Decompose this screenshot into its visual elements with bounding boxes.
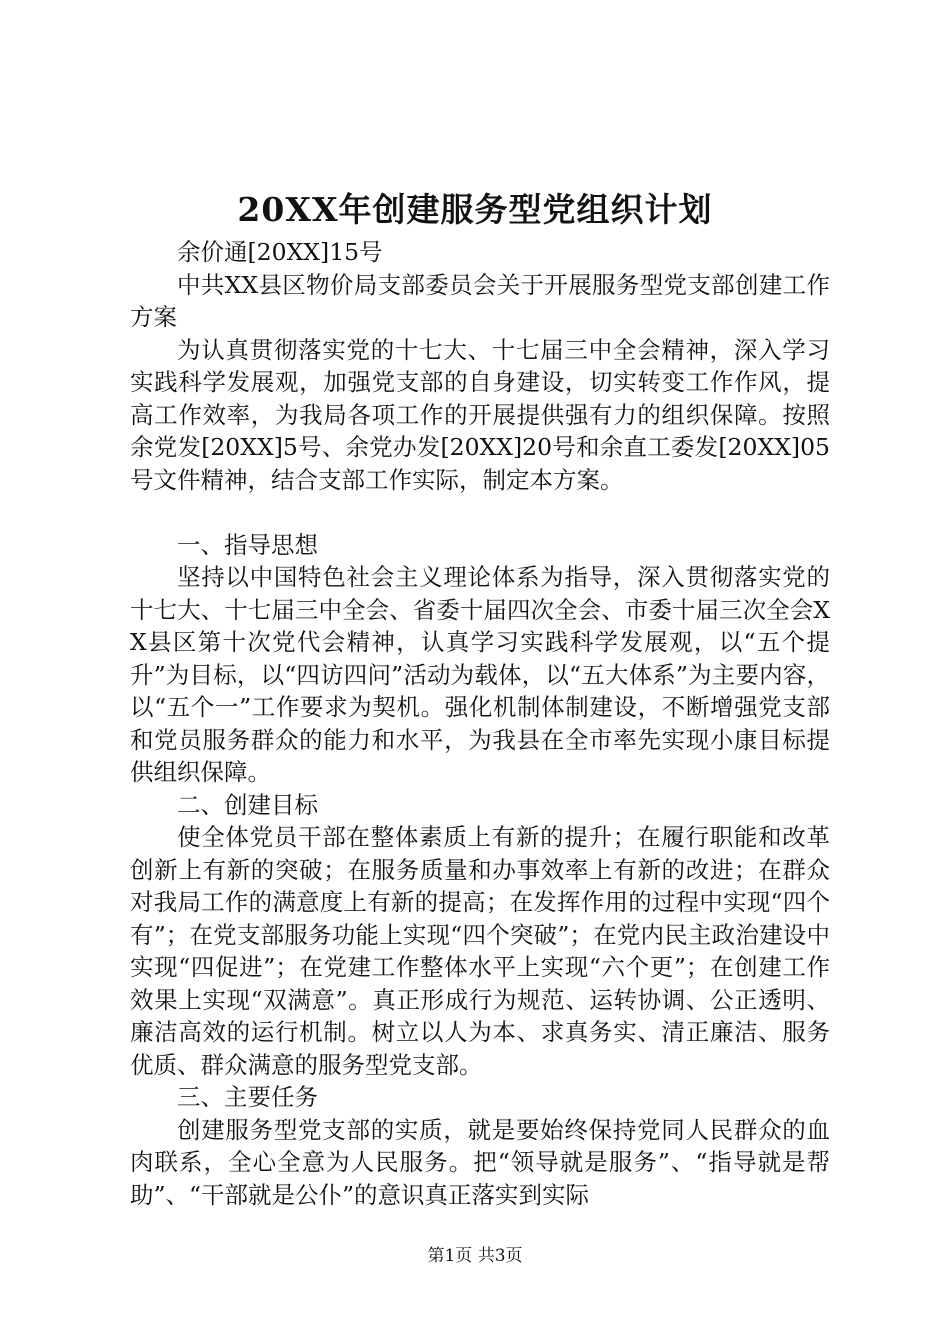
guiding-thought-paragraph: 坚持以中国特色社会主义理论体系为指导，深入贯彻落实党的十七大、十七届三中全会、省委十届四次全会、市委十届三次全会XX县区第十次党代会精神，认真学习实践科学发展观，以“五个提升”为目标，以“四访四问”活动为载体，以“五大体系”为主要内容，以“五个一”工作要求为契机。强化机制体制建设，不断增强党支部和党员服务群众的能力和水平，为我县在全市率先实现小康目标提供组织保障。 <box>130 563 830 786</box>
document-subtitle: 中共XX县区物价局支部委员会关于开展服务型党支部创建工作方案 <box>130 270 830 331</box>
intro-paragraph: 为认真贯彻落实党的十七大、十七届三中全会精神，深入学习实践科学发展观，加强党支部的自身建设，切实转变工作作风，提高工作效率，为我局各项工作的开展提供强有力的组织保障。按照余党发[20XX]5号、余党办发[20XX]20号和余直工委发[20XX]05号文件精神，结合支部工作实际，制定本方案。 <box>130 335 830 494</box>
paragraph-gap <box>130 496 830 529</box>
section-heading-guiding-thought: 一、指导思想 <box>177 530 318 559</box>
document-number: 余价通[20XX]15号 <box>177 238 383 266</box>
main-tasks-paragraph: 创建服务型党支部的实质，就是要始终保持党同人民群众的血肉联系，全心全意为人民服务。把“领导就是服务”、“指导就是帮助”、“干部就是公仆”的意识真正落实到实际 <box>130 1115 830 1209</box>
section-heading-goals: 二、创建目标 <box>177 790 318 819</box>
goals-paragraph: 使全体党员干部在整体素质上有新的提升；在履行职能和改革创新上有新的突破；在服务质量和办事效率上有新的改进；在群众对我局工作的满意度上有新的提高；在发挥作用的过程中实现“四个有”；在党支部服务功能上实现“四个突破”；在党内民主政治建设中实现“四促进”；在党建工作整体水平上实现“六个更”；在创建工作效果上实现“双满意”。真正形成行为规范、运转协调、公正透明、廉洁高效的运行机制。树立以人为本、求真务实、清正廉洁、服务优质、群众满意的服务型党支部。 <box>130 823 830 1079</box>
document-title: 20XX年创建服务型党组织计划 <box>237 190 713 229</box>
page-footer: 第1页 共3页 <box>427 1246 523 1266</box>
section-heading-main-tasks: 三、主要任务 <box>177 1083 318 1111</box>
document-body <box>130 236 830 1211</box>
